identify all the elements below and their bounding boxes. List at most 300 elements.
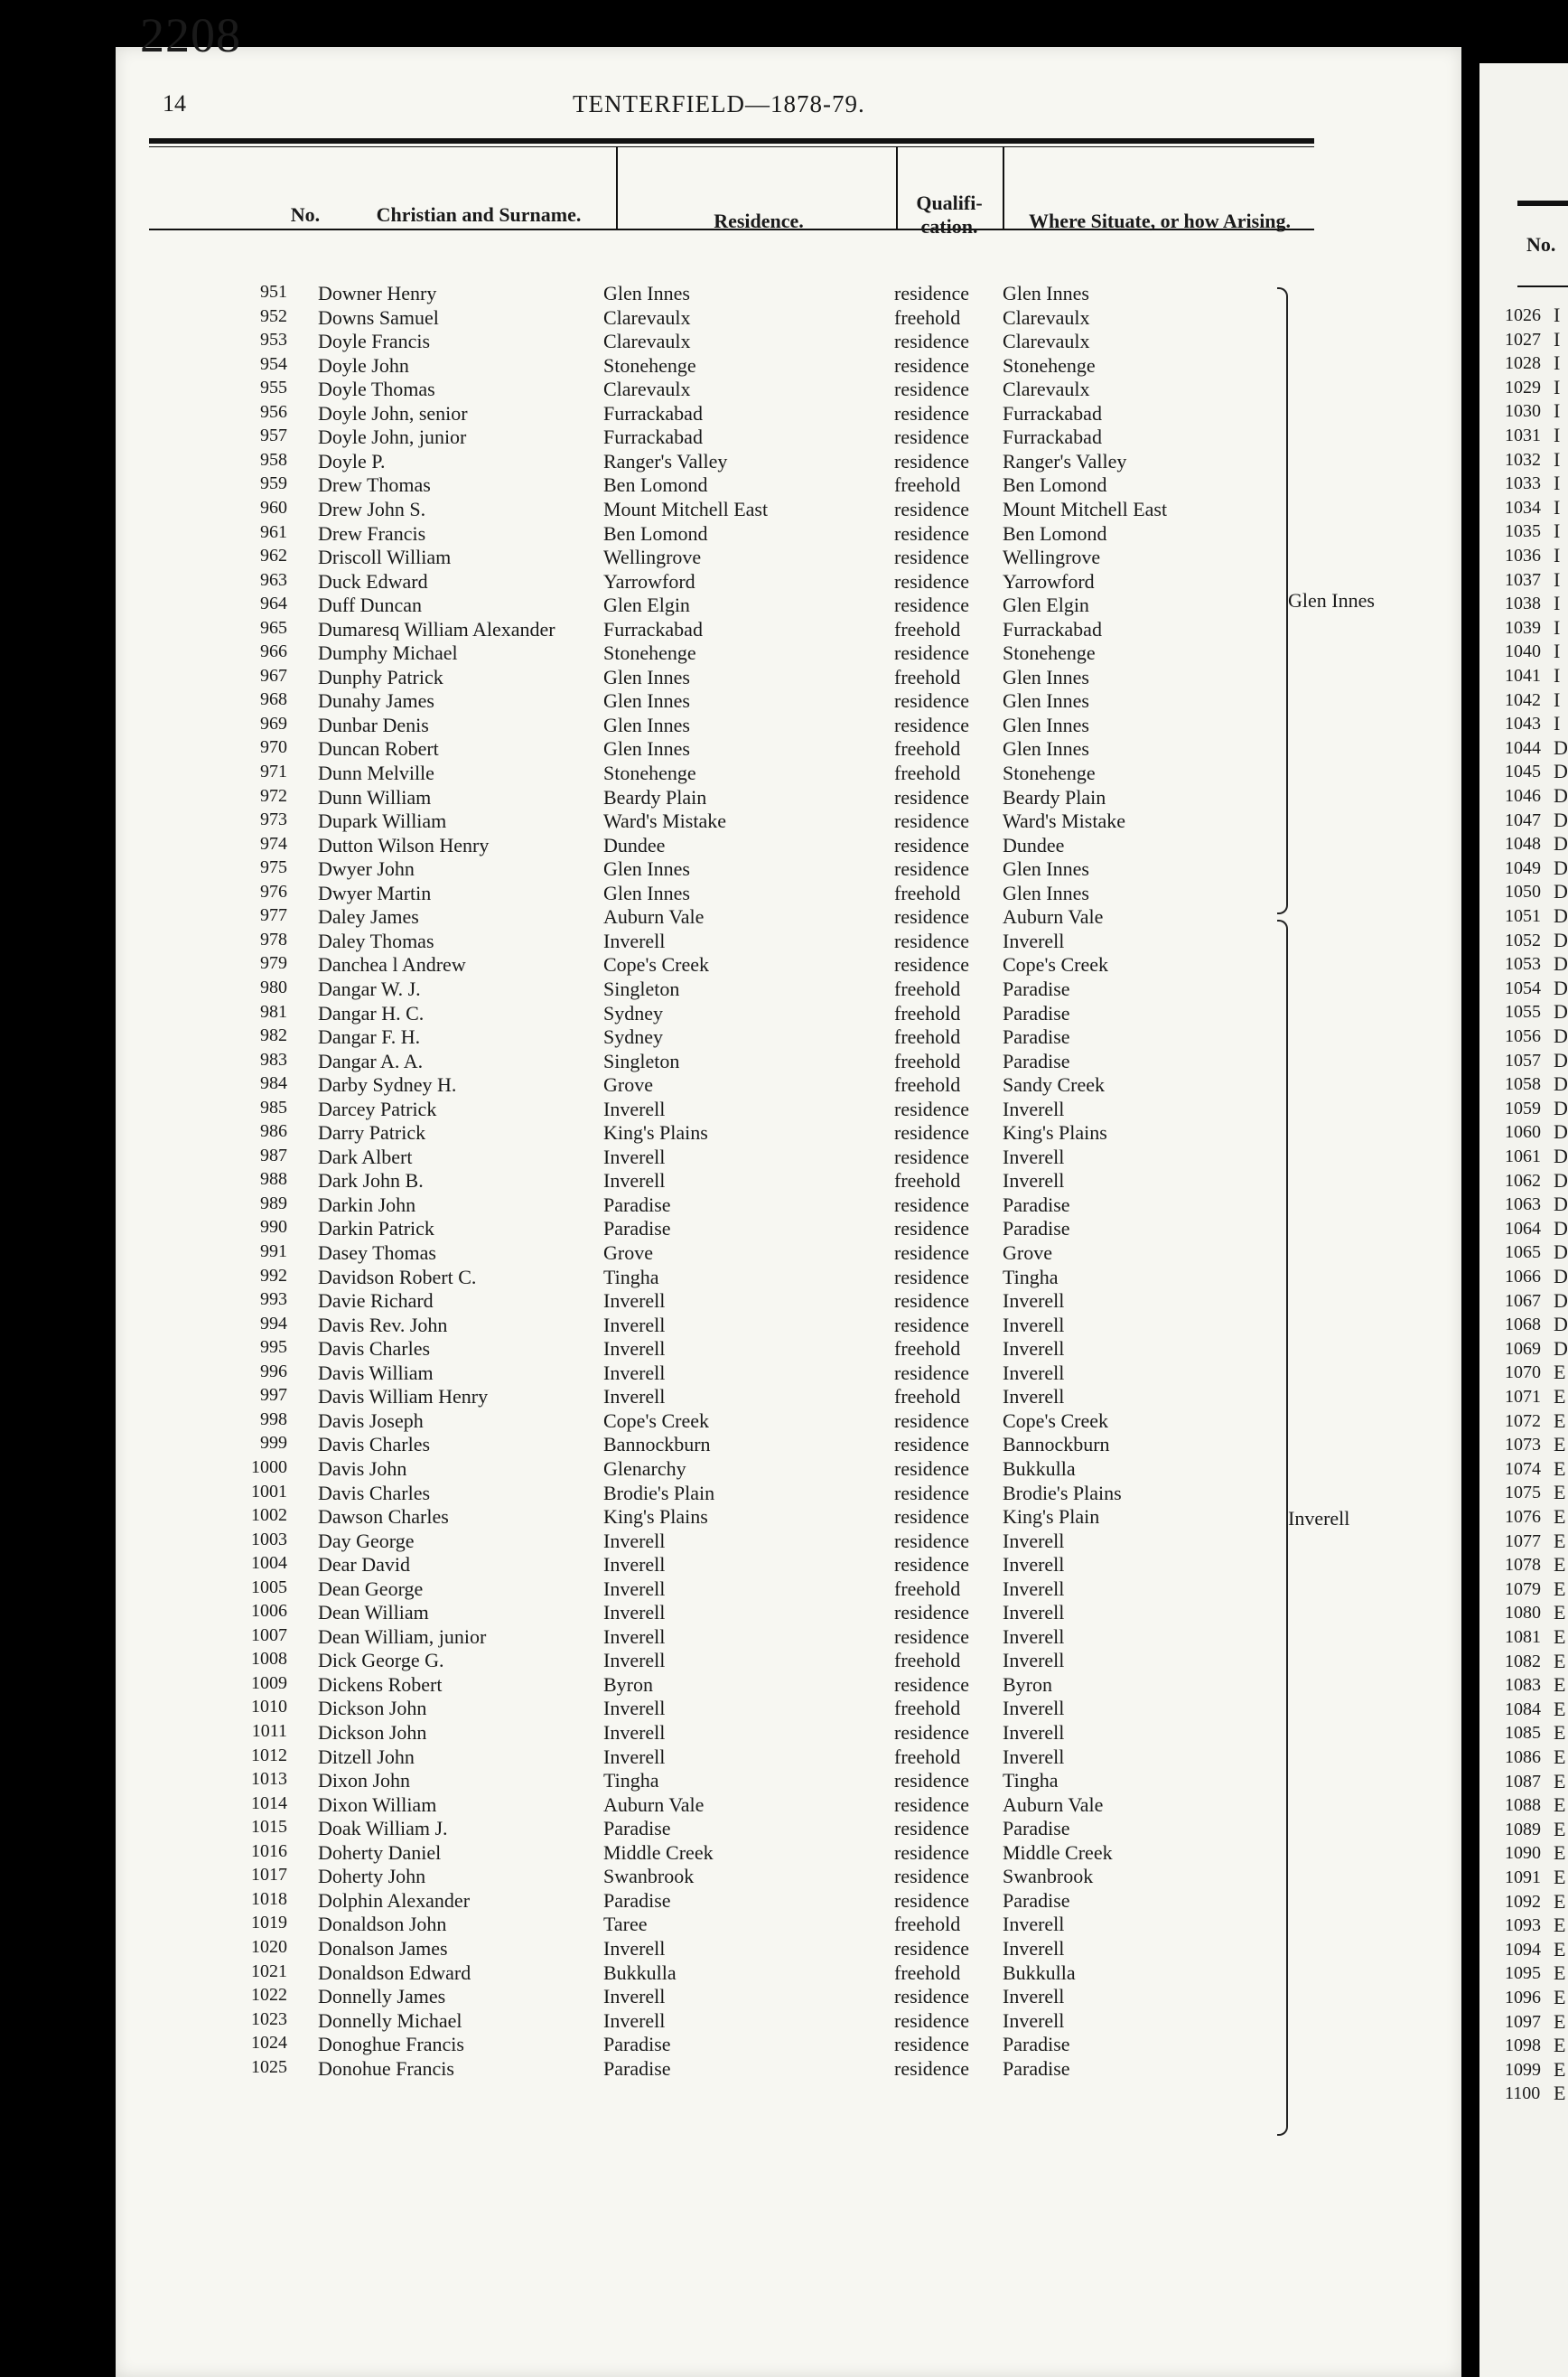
header-no: No.: [290, 203, 321, 226]
row-qualification: residence: [894, 1817, 970, 1840]
next-page-row-fragment: D: [1554, 952, 1568, 976]
row-number: 988: [260, 1169, 287, 1190]
row-number: 999: [260, 1433, 287, 1454]
row-where: Clarevaulx: [1003, 330, 1090, 353]
row-number: 983: [260, 1049, 287, 1070]
row-where: Inverell: [1003, 1385, 1065, 1408]
next-page-row-number: 1085: [1505, 1723, 1541, 1744]
row-residence: Inverell: [603, 1577, 666, 1600]
row-residence: Clarevaulx: [603, 330, 691, 353]
header-top-rule: [149, 138, 1314, 144]
row-qualification: freehold: [894, 737, 961, 761]
next-page-row-fragment: D: [1554, 1145, 1568, 1167]
next-page-row-number: 1054: [1505, 978, 1541, 998]
row-residence: Paradise: [603, 2056, 671, 2080]
row-residence: Grove: [603, 1073, 653, 1097]
row-residence: Inverell: [603, 1649, 666, 1672]
row-qualification: residence: [894, 1936, 970, 1960]
row-residence: Singleton: [603, 1049, 680, 1072]
row-qualification: freehold: [894, 1961, 961, 1984]
next-page-row-fragment: I: [1554, 664, 1561, 687]
row-residence: Glenarchy: [603, 1456, 686, 1480]
row-residence: Inverell: [603, 2008, 666, 2032]
next-page-row-number: 1045: [1505, 762, 1541, 782]
row-number: 976: [260, 881, 287, 902]
row-qualification: residence: [894, 353, 970, 377]
row-residence: Glen Innes: [603, 665, 690, 688]
row-residence: Glen Innes: [603, 713, 690, 736]
row-number: 963: [260, 569, 287, 590]
row-name: Dark Albert: [318, 1145, 413, 1168]
row-where: Stonehenge: [1003, 353, 1096, 377]
header-name: Christian and Surname.: [376, 203, 582, 226]
row-qualification: freehold: [894, 762, 961, 784]
next-page-row-fragment: D: [1554, 1000, 1568, 1024]
next-page-row-number: 1058: [1505, 1074, 1541, 1095]
row-where: Inverell: [1003, 1936, 1065, 1960]
next-page-row-fragment: I: [1554, 424, 1561, 446]
row-qualification: residence: [894, 809, 970, 833]
row-qualification: residence: [894, 1769, 970, 1792]
next-page-row-fragment: D: [1554, 1120, 1568, 1144]
next-page-row-number: 1072: [1505, 1410, 1541, 1431]
row-number: 972: [260, 785, 287, 806]
next-page-row-number: 1059: [1505, 1098, 1541, 1118]
row-number: 978: [260, 929, 287, 950]
row-where: Furrackabad: [1003, 426, 1102, 449]
row-name: Dixon John: [318, 1769, 411, 1792]
row-number: 1023: [251, 2008, 287, 2029]
row-name: Daley Thomas: [318, 929, 434, 952]
row-name: Davidson Robert C.: [318, 1265, 477, 1288]
row-qualification: residence: [894, 785, 970, 809]
row-where: Inverell: [1003, 929, 1065, 952]
next-page-row-fragment: I: [1554, 567, 1561, 591]
next-page-row-number: 1068: [1505, 1315, 1541, 1335]
row-qualification: residence: [894, 1529, 970, 1552]
next-page-row-fragment: E: [1554, 1793, 1566, 1817]
row-qualification: freehold: [894, 473, 961, 497]
row-number: 1000: [251, 1456, 287, 1477]
row-qualification: residence: [894, 426, 970, 449]
next-page-row-fragment: E: [1554, 1937, 1566, 1961]
next-page-row-fragment: D: [1554, 784, 1568, 807]
next-page-row-fragment: D: [1554, 1288, 1568, 1312]
row-number: 1003: [251, 1529, 287, 1549]
row-where: Inverell: [1003, 2008, 1065, 2032]
row-qualification: residence: [894, 1624, 970, 1648]
next-page-row-number: 1074: [1505, 1458, 1541, 1479]
running-title: TENTERFIELD—1878-79.: [573, 90, 865, 117]
row-number: 1020: [251, 1936, 287, 1957]
row-name: Dangar A. A.: [318, 1049, 424, 1072]
row-number: 993: [260, 1289, 287, 1310]
row-number: 1005: [251, 1577, 287, 1597]
row-name: Dunn William: [318, 785, 432, 809]
row-name: Davis William Henry: [318, 1385, 489, 1408]
next-page-row-number: 1091: [1505, 1867, 1541, 1887]
row-name: Doak William J.: [318, 1817, 448, 1840]
row-residence: Inverell: [603, 1337, 666, 1361]
row-qualification: freehold: [894, 1337, 961, 1361]
row-qualification: residence: [894, 1985, 970, 2008]
row-where: Glen Innes: [1003, 689, 1089, 713]
next-page-row-fragment: E: [1554, 1625, 1566, 1648]
row-qualification: freehold: [894, 1049, 961, 1072]
row-name: Doyle Thomas: [318, 378, 435, 401]
row-name: Davis Rev. John: [318, 1313, 448, 1336]
next-page-row-fragment: D: [1554, 808, 1568, 831]
row-where: Inverell: [1003, 1577, 1065, 1600]
next-page-row-number: 1082: [1505, 1651, 1541, 1671]
row-name: Dasey Thomas: [318, 1241, 436, 1264]
row-qualification: residence: [894, 713, 970, 736]
row-number: 1009: [251, 1672, 287, 1693]
row-name: Dunphy Patrick: [318, 665, 443, 688]
next-page-row-fragment: E: [1554, 1385, 1566, 1408]
next-page-row-fragment: I: [1554, 472, 1561, 495]
row-name: Duck Edward: [318, 569, 428, 593]
row-qualification: residence: [894, 1313, 970, 1336]
group-brace-glen-innes: [1277, 287, 1288, 914]
row-qualification: freehold: [894, 1577, 961, 1600]
row-number: 1008: [251, 1649, 287, 1670]
next-page-row-fragment: E: [1554, 1601, 1566, 1624]
next-page-row-fragment: E: [1554, 1481, 1566, 1504]
row-where: Bukkulla: [1003, 1961, 1076, 1984]
row-where: Ben Lomond: [1003, 521, 1107, 545]
row-name: Dickson John: [318, 1697, 427, 1720]
row-where: Inverell: [1003, 1097, 1065, 1120]
row-number: 951: [260, 282, 287, 302]
row-where: Paradise: [1003, 1025, 1070, 1049]
next-page-row-number: 1077: [1505, 1530, 1541, 1551]
row-qualification: residence: [894, 1865, 970, 1888]
group-brace-inverell: [1277, 920, 1288, 2136]
row-name: Doyle Francis: [318, 330, 431, 353]
row-name: Donohue Francis: [318, 2056, 454, 2080]
row-where: Grove: [1003, 1241, 1052, 1264]
row-where: Glen Elgin: [1003, 594, 1089, 617]
row-where: Glen Innes: [1003, 737, 1089, 761]
row-number: 985: [260, 1097, 287, 1118]
row-residence: Furrackabad: [603, 617, 703, 641]
row-number: 954: [260, 353, 287, 374]
row-where: Paradise: [1003, 977, 1070, 1000]
next-page-row-fragment: D: [1554, 735, 1568, 759]
row-where: Paradise: [1003, 1888, 1070, 1912]
row-name: Dumaresq William Alexander: [318, 617, 555, 641]
row-name: Donaldson Edward: [318, 1961, 471, 1984]
row-name: Dean William, junior: [318, 1624, 487, 1648]
row-number: 958: [260, 449, 287, 470]
row-qualification: residence: [894, 546, 970, 569]
next-page-row-number: 1097: [1505, 2011, 1541, 2032]
row-name: Donnelly Michael: [318, 2008, 462, 2032]
row-residence: Inverell: [603, 1313, 666, 1336]
column-divider: [896, 147, 898, 229]
next-page-row-fragment: E: [1554, 1721, 1566, 1745]
next-page-row-fragment: I: [1554, 495, 1561, 519]
row-name: Donoghue Francis: [318, 2033, 464, 2056]
row-where: Middle Creek: [1003, 1840, 1113, 1864]
next-page-row-fragment: I: [1554, 640, 1561, 663]
row-qualification: residence: [894, 1121, 970, 1145]
row-qualification: residence: [894, 2008, 970, 2032]
row-name: Doherty John: [318, 1865, 426, 1888]
row-qualification: residence: [894, 641, 970, 665]
row-number: 977: [260, 905, 287, 926]
row-name: Davis Charles: [318, 1481, 431, 1504]
row-where: Auburn Vale: [1003, 905, 1104, 929]
next-page-row-fragment: E: [1554, 1841, 1566, 1865]
row-name: Doyle P.: [318, 449, 386, 473]
row-number: 1002: [251, 1505, 287, 1526]
row-name: Doyle John: [318, 353, 409, 377]
next-page-row-fragment: E: [1554, 1408, 1566, 1432]
next-page-row-number: 1075: [1505, 1483, 1541, 1503]
row-residence: King's Plains: [603, 1121, 708, 1145]
row-number: 998: [260, 1408, 287, 1429]
next-page-row-number: 1036: [1505, 546, 1541, 566]
row-residence: Paradise: [603, 1217, 671, 1240]
row-residence: Glen Innes: [603, 857, 690, 881]
next-page-row-fragment: D: [1554, 928, 1568, 951]
next-page-row-number: 1048: [1505, 834, 1541, 855]
next-page-row-number: 1041: [1505, 666, 1541, 686]
row-qualification: residence: [894, 1721, 970, 1744]
row-number: 1013: [251, 1769, 287, 1790]
row-name: Dangar H. C.: [318, 1001, 425, 1025]
row-number: 1015: [251, 1817, 287, 1838]
row-number: 967: [260, 665, 287, 686]
row-where: Paradise: [1003, 1001, 1070, 1025]
row-residence: Singleton: [603, 977, 680, 1000]
next-page-row-number: 1056: [1505, 1026, 1541, 1046]
row-number: 994: [260, 1313, 287, 1334]
row-where: King's Plain: [1003, 1505, 1100, 1529]
row-number: 1022: [251, 1985, 287, 2006]
row-number: 964: [260, 594, 287, 614]
row-name: Drew Francis: [318, 521, 426, 545]
row-name: Doherty Daniel: [318, 1840, 442, 1864]
row-number: 959: [260, 473, 287, 494]
row-qualification: freehold: [894, 1745, 961, 1768]
next-page-row-fragment: E: [1554, 1456, 1566, 1480]
next-page-row-number: 1073: [1505, 1435, 1541, 1455]
next-page-row-fragment: E: [1554, 1553, 1566, 1577]
row-qualification: freehold: [894, 1025, 961, 1049]
row-where: Inverell: [1003, 1697, 1065, 1720]
row-name: Dean William: [318, 1601, 429, 1624]
row-where: Inverell: [1003, 1169, 1065, 1193]
row-qualification: residence: [894, 401, 970, 425]
next-page-row-fragment: D: [1554, 1240, 1568, 1264]
row-where: Inverell: [1003, 1361, 1065, 1384]
row-where: Brodie's Plains: [1003, 1481, 1122, 1504]
next-page-row-number: 1055: [1505, 1002, 1541, 1023]
next-page-row-number: 1034: [1505, 497, 1541, 518]
next-page-row-fragment: E: [1554, 1914, 1566, 1937]
row-qualification: residence: [894, 833, 970, 856]
row-where: Ward's Mistake: [1003, 809, 1125, 833]
next-page-row-number: 1061: [1505, 1146, 1541, 1166]
next-page-row-fragment: I: [1554, 375, 1561, 398]
next-page-row-fragment: D: [1554, 976, 1568, 999]
row-where: Beardy Plain: [1003, 785, 1106, 809]
row-number: 962: [260, 546, 287, 566]
row-where: Byron: [1003, 1672, 1052, 1696]
page-number: 2208: [140, 8, 241, 62]
row-qualification: freehold: [894, 305, 961, 329]
row-qualification: residence: [894, 449, 970, 473]
row-residence: Inverell: [603, 1985, 666, 2008]
next-page-row-number: 1064: [1505, 1218, 1541, 1239]
row-name: Dutton Wilson Henry: [318, 833, 490, 856]
next-page-row-number: 1078: [1505, 1555, 1541, 1576]
row-name: Dixon William: [318, 1792, 437, 1816]
row-number: 1001: [251, 1481, 287, 1502]
row-number: 997: [260, 1385, 287, 1406]
row-qualification: residence: [894, 1456, 970, 1480]
next-page-row-fragment: E: [1554, 1961, 1566, 1985]
next-page-row-fragment: D: [1554, 1168, 1568, 1192]
row-where: Tingha: [1003, 1769, 1059, 1792]
row-where: Bukkulla: [1003, 1456, 1076, 1480]
row-number: 956: [260, 401, 287, 422]
row-residence: Glen Innes: [603, 282, 690, 304]
row-where: Stonehenge: [1003, 762, 1096, 784]
row-number: 987: [260, 1145, 287, 1165]
row-name: Davis William: [318, 1361, 434, 1384]
next-page-row-fragment: E: [1554, 1577, 1566, 1600]
row-qualification: residence: [894, 2033, 970, 2056]
row-name: Duncan Robert: [318, 737, 439, 761]
next-page-row-fragment: D: [1554, 904, 1568, 927]
row-name: Day George: [318, 1529, 415, 1552]
next-page-row-fragment: E: [1554, 2034, 1566, 2057]
next-page-row-number: 1096: [1505, 1988, 1541, 2007]
row-residence: Ben Lomond: [603, 521, 708, 545]
next-page-row-number: 1030: [1505, 401, 1541, 422]
row-qualification: residence: [894, 282, 970, 304]
row-residence: Tingha: [603, 1769, 659, 1792]
next-page-row-number: 1071: [1505, 1387, 1541, 1407]
row-residence: Wellingrove: [603, 546, 702, 569]
row-residence: Stonehenge: [603, 641, 696, 665]
header-qualification: Qualifi- cation.: [916, 192, 983, 238]
row-qualification: freehold: [894, 1913, 961, 1936]
next-page-row-number: 1094: [1505, 1939, 1541, 1960]
row-residence: Inverell: [603, 1145, 666, 1168]
row-number: 980: [260, 977, 287, 997]
row-name: Doyle John, junior: [318, 426, 467, 449]
row-number: 989: [260, 1193, 287, 1213]
row-number: 971: [260, 762, 287, 781]
row-residence: Inverell: [603, 1721, 666, 1744]
row-qualification: residence: [894, 1672, 970, 1696]
next-page-row-fragment: E: [1554, 2009, 1566, 2033]
row-where: Cope's Creek: [1003, 953, 1108, 977]
group-label-inverell: Inverell: [1288, 1507, 1350, 1530]
row-name: Doyle John, senior: [318, 401, 468, 425]
row-where: Inverell: [1003, 1601, 1065, 1624]
row-where: Inverell: [1003, 1721, 1065, 1744]
row-residence: Ranger's Valley: [603, 449, 728, 473]
next-page-row-number: 1044: [1505, 737, 1541, 758]
next-page-row-fragment: D: [1554, 1096, 1568, 1119]
row-number: 965: [260, 617, 287, 638]
row-qualification: residence: [894, 689, 970, 713]
next-page-row-number: 1031: [1505, 426, 1541, 445]
row-name: Donnelly James: [318, 1985, 446, 2008]
row-where: Inverell: [1003, 1313, 1065, 1336]
row-number: 953: [260, 330, 287, 351]
row-name: Dunn Melville: [318, 762, 434, 784]
row-where: Paradise: [1003, 2033, 1070, 2056]
group-label-glen-innes: Glen Innes: [1288, 589, 1375, 612]
row-where: Inverell: [1003, 1745, 1065, 1768]
row-where: Yarrowford: [1003, 569, 1095, 593]
row-residence: Inverell: [603, 1097, 666, 1120]
row-where: Stonehenge: [1003, 641, 1096, 665]
row-qualification: residence: [894, 857, 970, 881]
next-page-row-number: 1067: [1505, 1290, 1541, 1311]
row-name: Dickson John: [318, 1721, 427, 1744]
next-page-row-number: 1088: [1505, 1795, 1541, 1816]
row-qualification: residence: [894, 1505, 970, 1529]
next-page-row-fragment: E: [1554, 1817, 1566, 1840]
row-name: Dupark William: [318, 809, 447, 833]
next-page-row-number: 1095: [1505, 1963, 1541, 1984]
row-qualification: residence: [894, 2056, 970, 2080]
row-where: Glen Innes: [1003, 665, 1089, 688]
next-page-row-number: 1051: [1505, 906, 1541, 926]
row-qualification: freehold: [894, 1169, 961, 1193]
row-name: Dwyer Martin: [318, 881, 432, 904]
next-page-row-number: 1038: [1505, 594, 1541, 614]
row-name: Davis Charles: [318, 1337, 431, 1361]
row-number: 970: [260, 737, 287, 758]
next-page-row-number: 1092: [1505, 1891, 1541, 1912]
row-residence: Sydney: [603, 1001, 663, 1025]
row-qualification: freehold: [894, 1649, 961, 1672]
next-page-row-fragment: I: [1554, 544, 1561, 566]
row-residence: Swanbrook: [603, 1865, 695, 1888]
row-name: Davis John: [318, 1456, 407, 1480]
row-name: Donaldson John: [318, 1913, 447, 1936]
row-residence: Auburn Vale: [603, 1792, 705, 1816]
row-number: 1018: [251, 1888, 287, 1909]
row-qualification: freehold: [894, 1073, 961, 1097]
row-qualification: residence: [894, 1097, 970, 1120]
next-page-row-fragment: D: [1554, 1313, 1568, 1336]
next-page-row-number: 1060: [1505, 1122, 1541, 1143]
row-number: 961: [260, 521, 287, 542]
next-page-row-number: 1070: [1505, 1362, 1541, 1383]
row-qualification: residence: [894, 1145, 970, 1168]
row-where: Cope's Creek: [1003, 1408, 1108, 1432]
row-name: Ditzell John: [318, 1745, 415, 1768]
row-where: Furrackabad: [1003, 401, 1102, 425]
row-qualification: freehold: [894, 977, 961, 1000]
row-qualification: residence: [894, 1481, 970, 1504]
row-where: Inverell: [1003, 1913, 1065, 1936]
next-page-row-fragment: I: [1554, 688, 1561, 711]
row-number: 1010: [251, 1697, 287, 1717]
next-page-row-number: 1047: [1505, 809, 1541, 830]
row-number: 995: [260, 1337, 287, 1358]
